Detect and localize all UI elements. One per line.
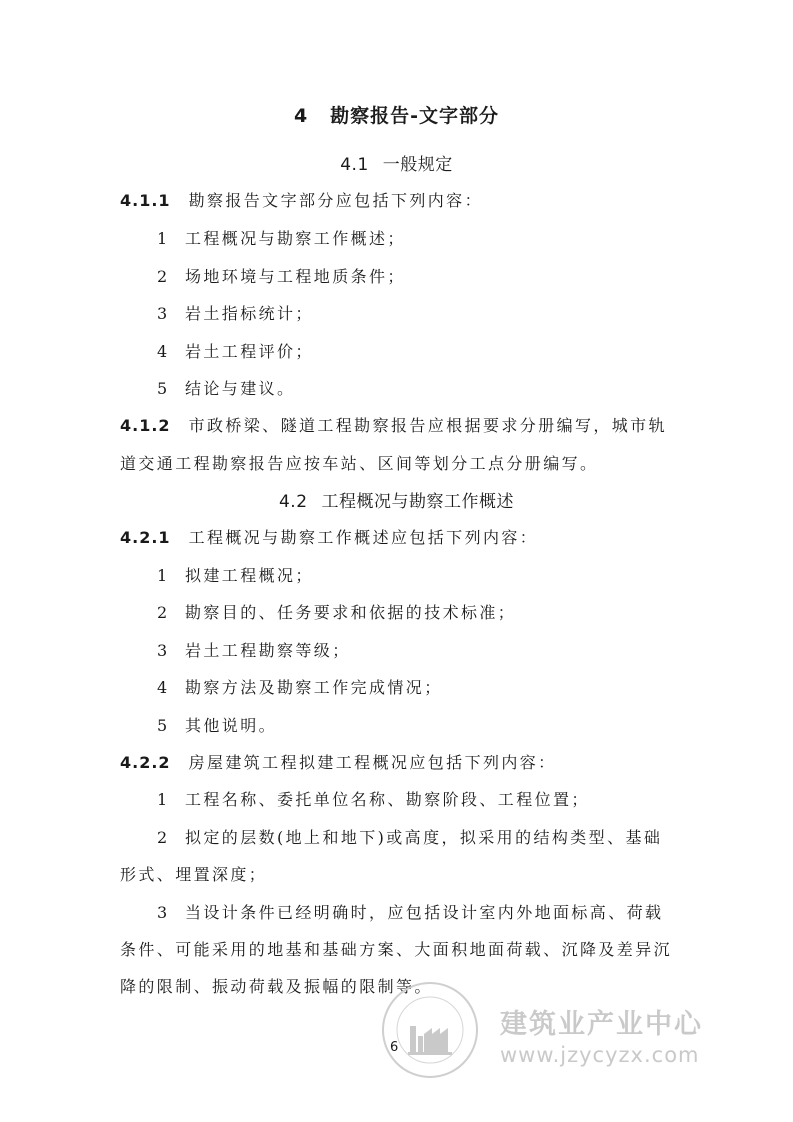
item-text: 结论与建议。 <box>185 379 296 398</box>
list-item <box>157 339 314 362</box>
item-text: 拟建工程概况； <box>185 566 314 585</box>
list-item <box>157 638 351 661</box>
list-item <box>157 600 516 623</box>
watermark-title: 建筑业产业中心 <box>500 1009 703 1040</box>
item-text-line-2: 形式、埋置深度； <box>120 865 268 884</box>
item-number: 3 <box>157 903 170 922</box>
page-number: 6 <box>390 1040 399 1055</box>
chapter-title: 勘察报告-文字部分 <box>330 105 500 127</box>
item-text-line-1: 拟定的层数(地上和地下)或高度，拟采用的结构类型、基础 <box>185 828 663 847</box>
item-text: 工程名称、委托单位名称、勘察阶段、工程位置； <box>185 790 590 809</box>
list-item <box>157 713 277 736</box>
section-number: 4.1 <box>340 155 369 175</box>
clause-number: 4.2.1 <box>120 528 171 547</box>
item-number: 5 <box>157 716 170 735</box>
item-text-line-2: 条件、可能采用的地基和基础方案、大面积地面荷载、沉降及差异沉 <box>120 940 673 959</box>
chapter-heading <box>0 101 793 128</box>
item-number: 5 <box>157 379 170 398</box>
list-item <box>157 825 662 848</box>
clause-text: 勘察报告文字部分应包括下列内容： <box>188 191 483 210</box>
item-number: 4 <box>157 342 170 361</box>
chapter-number: 4 <box>293 105 309 127</box>
clause-4-1-1 <box>120 188 483 211</box>
watermark <box>380 980 720 1080</box>
item-text-line-1: 当设计条件已经明确时，应包括设计室内外地面标高、荷载 <box>185 903 664 922</box>
clause-text: 工程概况与勘察工作概述应包括下列内容： <box>188 528 539 547</box>
watermark-seal-icon <box>380 980 480 1080</box>
list-item <box>157 376 295 399</box>
clause-number: 4.1.1 <box>120 191 171 210</box>
item-number: 1 <box>157 229 170 248</box>
item-text-line-3: 降的限制、振动荷载及振幅的限制等。 <box>120 977 433 996</box>
item-text: 勘察目的、任务要求和依据的技术标准； <box>185 603 517 622</box>
item-text: 岩土工程评价； <box>185 342 314 361</box>
section-title: 一般规定 <box>382 155 453 175</box>
list-item <box>157 675 443 698</box>
list-item <box>157 563 314 586</box>
item-number: 2 <box>157 267 170 286</box>
clause-4-2-1 <box>120 525 538 548</box>
section-heading-4-1 <box>0 150 793 175</box>
item-number: 1 <box>157 566 170 585</box>
item-text: 工程概况与勘察工作概述； <box>185 229 406 248</box>
section-number: 4.2 <box>278 492 308 512</box>
section-title: 工程概况与勘察工作概述 <box>321 492 515 512</box>
item-number: 2 <box>157 828 170 847</box>
clause-4-1-2 <box>120 413 667 436</box>
item-text: 岩土工程勘察等级； <box>185 641 351 660</box>
item-text: 其他说明。 <box>185 716 278 735</box>
item-number: 3 <box>157 641 170 660</box>
item-number: 1 <box>157 790 170 809</box>
item-number: 3 <box>157 304 170 323</box>
section-heading-4-2 <box>0 487 793 512</box>
item-text: 岩土指标统计； <box>185 304 314 323</box>
item-number: 4 <box>157 678 170 697</box>
watermark-url: www.jzycyzx.com <box>500 1043 700 1067</box>
item-number: 2 <box>157 603 170 622</box>
list-item <box>157 264 406 287</box>
list-item <box>157 787 590 810</box>
clause-number: 4.1.2 <box>120 416 171 435</box>
list-item <box>157 226 406 249</box>
clause-text-line-2: 道交通工程勘察报告应按车站、区间等划分工点分册编写。 <box>120 454 599 473</box>
clause-4-2-2 <box>120 750 557 773</box>
clause-text: 房屋建筑工程拟建工程概况应包括下列内容： <box>188 753 557 772</box>
clause-text-line-1: 市政桥梁、隧道工程勘察报告应根据要求分册编写，城市轨 <box>188 416 667 435</box>
list-item <box>157 900 663 923</box>
item-text: 勘察方法及勘察工作完成情况； <box>185 678 443 697</box>
list-item <box>157 301 314 324</box>
item-text: 场地环境与工程地质条件； <box>185 267 406 286</box>
clause-number: 4.2.2 <box>120 753 171 772</box>
